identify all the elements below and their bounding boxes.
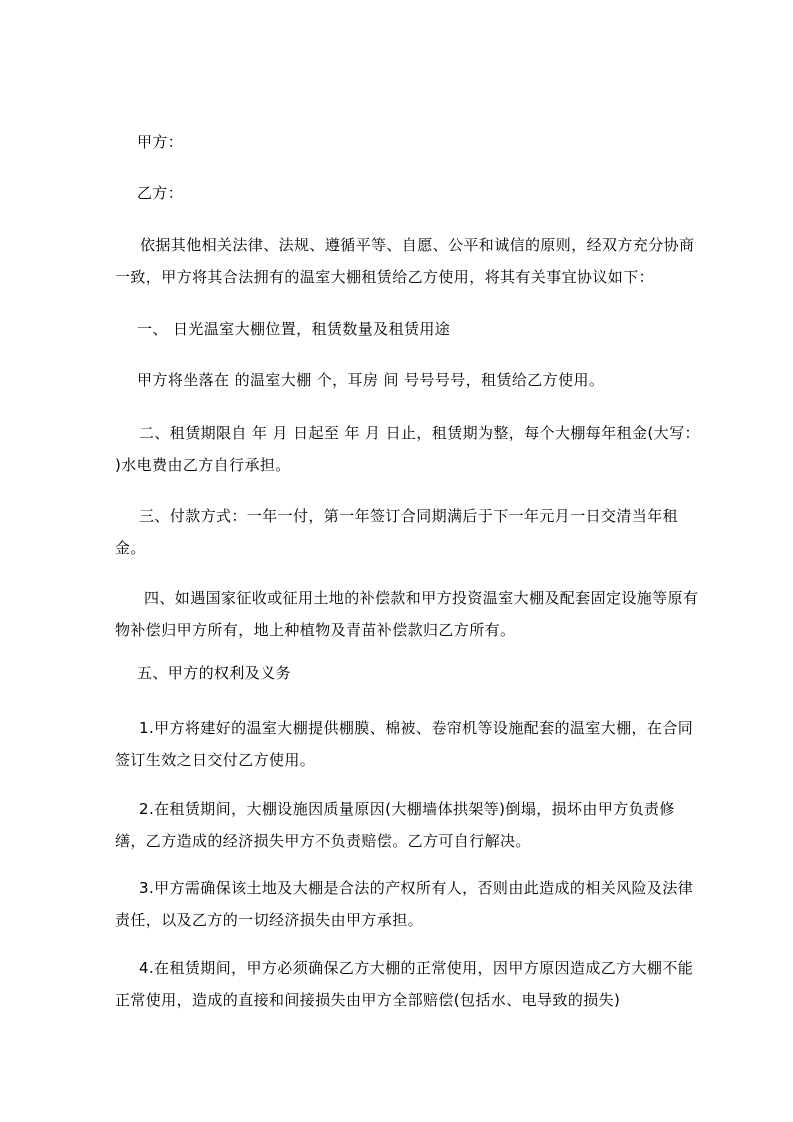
section-one-heading: 一、 日光温室大棚位置，租赁数量及租赁用途 <box>137 320 451 338</box>
section-five-heading: 五、甲方的权利及义务 <box>137 664 292 682</box>
obligation-item-3: 3.甲方需确保该土地及大棚是合法的产权所有人，否则由此造成的相关风险及法律责任，以及乙方的一切经济损失由甲方承担。 <box>115 879 694 929</box>
obligation-item-1: 1.甲方将建好的温室大棚提供棚膜、棉被、卷帘机等设施配套的温室大棚，在合同签订生效之日交付乙方使用。 <box>115 719 694 769</box>
obligation-item-2: 2.在租赁期间，大棚设施因质量原因(大棚墙体拱架等)倒塌，损坏由甲方负责修缮，乙方造成的经济损失甲方不负责赔偿。乙方可自行解决。 <box>115 800 675 850</box>
payment-clause: 三、付款方式：一年一付，第一年签订合同期满后于下一年元月一日交清当年租金。 <box>115 507 679 557</box>
obligation-item-4: 4.在租赁期间，甲方必须确保乙方大棚的正常使用，因甲方原因造成乙方大棚不能正常使用，造成的直接和间接损失由甲方全部赔偿(包括水、电导致的损失) <box>115 959 694 1009</box>
preamble-paragraph: 依据其他相关法律、法规、遵循平等、自愿、公平和诚信的原则，经双方充分协商一致，甲方将其合法拥有的温室大棚租赁给乙方使用，将其有关事宜协议如下： <box>115 236 695 286</box>
party-b-label: 乙方： <box>137 184 184 202</box>
party-a-label: 甲方： <box>137 133 184 151</box>
location-clause: 甲方将坐落在 的温室大棚 个，耳房 间 号号号号，租赁给乙方使用。 <box>137 371 605 389</box>
lease-term-clause: 二、租赁期限自 年 月 日起至 年 月 日止，租赁期为整，每个大棚每年租金(大写： )水电费由乙方自行承担。 <box>115 424 700 474</box>
compensation-clause: 四、如遇国家征收或征用土地的补偿款和甲方投资温室大棚及配套固定设施等原有物补偿归甲方所有，地上种植物及青苗补偿款归乙方所有。 <box>115 589 699 639</box>
